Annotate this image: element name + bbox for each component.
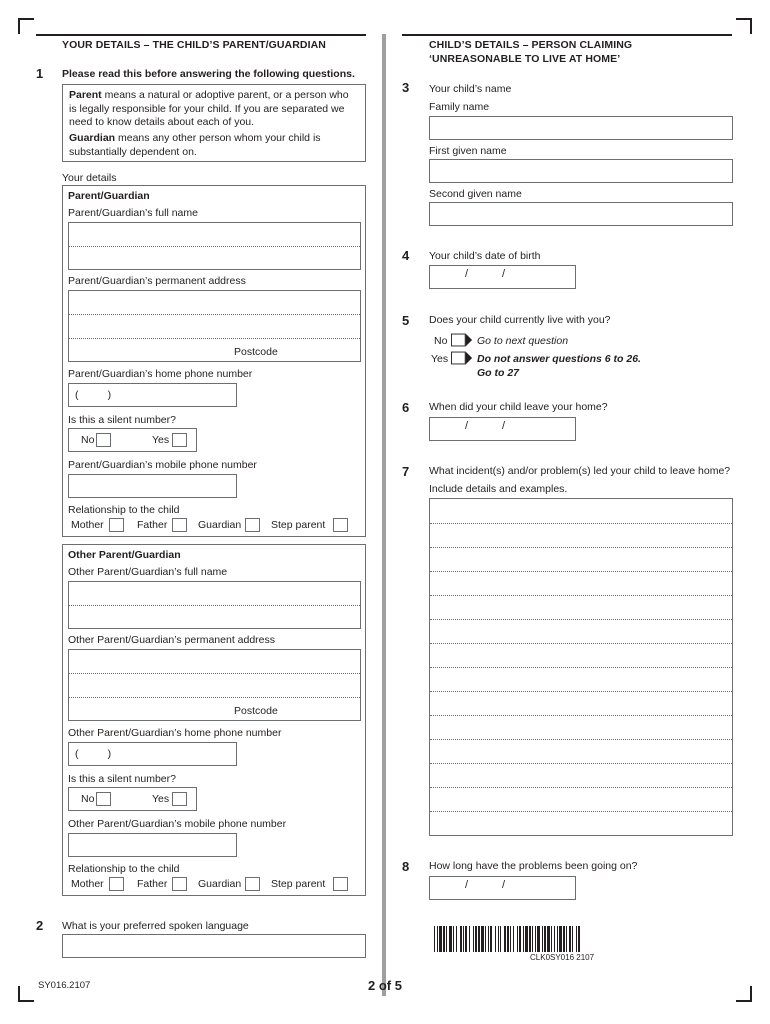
parent-silent-yes-label: Yes <box>152 434 170 446</box>
right-section-heading-line1: CHILD’S DETAILS – PERSON CLAIMING <box>429 39 633 51</box>
parent-silent-no-checkbox[interactable] <box>96 433 111 447</box>
other-parent-relationship-label: Relationship to the child <box>68 863 180 875</box>
family-name-label: Family name <box>429 101 490 113</box>
other-parent-step-parent-label: Step parent <box>271 878 326 890</box>
parent-guardian-title: Parent/Guardian <box>68 190 150 202</box>
guardian-def-1: means any other person whom your child is <box>115 132 321 144</box>
question-number-7: 7 <box>402 464 410 479</box>
right-heading-rule <box>402 34 732 36</box>
other-parent-area-code-parens: ( ) <box>75 748 112 760</box>
crop-mark-bottom-left <box>18 986 34 1002</box>
other-parent-mother-label: Mother <box>71 878 104 890</box>
left-home-slash-2: / <box>502 420 506 432</box>
parent-postcode-label: Postcode <box>234 346 278 358</box>
parent-father-checkbox[interactable] <box>172 518 187 532</box>
page-number: 2 of 5 <box>368 978 402 993</box>
first-given-name-field[interactable] <box>429 159 733 183</box>
q1-title: Please read this before answering the following questions. <box>62 68 355 80</box>
other-parent-guardian-panel <box>62 544 366 896</box>
q5-yes-instruction-2: Go to 27 <box>477 367 520 379</box>
other-parent-mobile-field[interactable] <box>68 833 237 857</box>
definitions-box <box>62 84 366 162</box>
question-number-2: 2 <box>36 918 44 933</box>
other-parent-relationship-options <box>71 877 363 893</box>
q4-label: Your child’s date of birth <box>429 250 541 262</box>
parent-guardian-checkbox[interactable] <box>245 518 260 532</box>
duration-slash-1: / <box>465 879 469 891</box>
parent-father-label: Father <box>137 519 168 531</box>
other-parent-father-label: Father <box>137 878 168 890</box>
q5-yes-label: Yes <box>431 353 449 365</box>
barcode-text: CLK0SY016 2107 <box>530 953 595 962</box>
q5-no-checkbox-arrow[interactable] <box>451 333 473 347</box>
parent-def-1: means a natural or adoptive parent, or a person who <box>101 89 349 101</box>
family-name-field[interactable] <box>429 116 733 140</box>
parent-full-name-field[interactable] <box>68 222 361 270</box>
parent-mobile-label: Parent/Guardian’s mobile phone number <box>68 459 257 471</box>
other-parent-father-checkbox[interactable] <box>172 877 187 891</box>
q2-label: What is your preferred spoken language <box>62 920 249 932</box>
other-parent-home-phone-label: Other Parent/Guardian’s home phone number <box>68 727 282 739</box>
first-given-name-label: First given name <box>429 145 507 157</box>
left-heading-rule <box>36 34 366 36</box>
other-parent-full-name-label: Other Parent/Guardian’s full name <box>68 566 228 578</box>
second-given-name-field[interactable] <box>429 202 733 226</box>
other-parent-guardian-title: Other Parent/Guardian <box>68 549 181 561</box>
question-number-6: 6 <box>402 400 410 415</box>
crop-mark-bottom-right <box>736 986 752 1002</box>
parent-silent-no-label: No <box>81 434 95 446</box>
parent-term: Parent <box>69 89 102 101</box>
your-details-label: Your details <box>62 172 117 184</box>
question-number-3: 3 <box>402 80 410 95</box>
other-parent-address-field[interactable] <box>68 649 361 721</box>
q5-no-instruction: Go to next question <box>477 335 569 347</box>
other-parent-postcode-label: Postcode <box>234 705 278 717</box>
q6-label: When did your child leave your home? <box>429 401 608 413</box>
other-parent-guardian-checkbox[interactable] <box>245 877 260 891</box>
question-number-5: 5 <box>402 313 410 328</box>
second-given-name-label: Second given name <box>429 188 522 200</box>
other-parent-silent-no-checkbox[interactable] <box>96 792 111 806</box>
right-section-heading-line2: ‘UNREASONABLE TO LIVE AT HOME’ <box>429 53 621 65</box>
parent-relationship-options <box>71 518 363 534</box>
other-parent-mother-checkbox[interactable] <box>109 877 124 891</box>
q7-label: What incident(s) and/or problem(s) led your child to leave home? <box>429 465 731 477</box>
parent-silent-yes-checkbox[interactable] <box>172 433 187 447</box>
other-parent-guardian-label: Guardian <box>198 878 242 890</box>
other-parent-silent-number-group <box>68 787 197 811</box>
parent-home-phone-label: Parent/Guardian’s home phone number <box>68 368 253 380</box>
question-number-4: 4 <box>402 248 410 263</box>
dob-slash-1: / <box>465 268 469 280</box>
other-parent-silent-no-label: No <box>81 793 95 805</box>
left-home-slash-1: / <box>465 420 469 432</box>
parent-step-parent-checkbox[interactable] <box>333 518 348 532</box>
parent-full-name-label: Parent/Guardian’s full name <box>68 207 198 219</box>
parent-relationship-label: Relationship to the child <box>68 504 180 516</box>
parent-home-phone-field[interactable] <box>68 383 237 407</box>
parent-def-2: is legally responsible for your child. If you are separated we <box>69 102 345 115</box>
parent-area-code-parens: ( ) <box>75 389 112 401</box>
left-section-heading: YOUR DETAILS – THE CHILD’S PARENT/GUARDIAN <box>62 39 326 51</box>
dob-slash-2: / <box>502 268 506 280</box>
q5-no-label: No <box>434 335 448 347</box>
date-of-birth-field[interactable] <box>429 265 576 289</box>
q5-label: Does your child currently live with you? <box>429 314 611 326</box>
date-left-home-field[interactable] <box>429 417 576 441</box>
parent-step-parent-label: Step parent <box>271 519 326 531</box>
other-parent-address-label: Other Parent/Guardian’s permanent address <box>68 634 276 646</box>
parent-mother-label: Mother <box>71 519 104 531</box>
barcode-image <box>434 926 704 952</box>
crop-mark-top-right <box>736 18 752 34</box>
q8-label: How long have the problems been going on? <box>429 860 638 872</box>
parent-mobile-field[interactable] <box>68 474 237 498</box>
q7-sublabel: Include details and examples. <box>429 483 568 495</box>
other-parent-mobile-label: Other Parent/Guardian’s mobile phone number <box>68 818 287 830</box>
q3-label: Your child’s name <box>429 83 512 95</box>
guardian-definition <box>69 132 363 159</box>
duration-slash-2: / <box>502 879 506 891</box>
parent-guardian-panel <box>62 185 366 537</box>
parent-definition <box>69 89 363 130</box>
guardian-term: Guardian <box>69 132 116 144</box>
column-divider <box>382 34 386 996</box>
guardian-def-2: substantially dependent on. <box>69 145 197 158</box>
other-parent-step-parent-checkbox[interactable] <box>333 877 348 891</box>
parent-address-label: Parent/Guardian’s permanent address <box>68 275 246 287</box>
other-parent-silent-yes-checkbox[interactable] <box>172 792 187 806</box>
question-number-8: 8 <box>402 859 410 874</box>
form-code: SY016.2107 <box>38 980 91 991</box>
spoken-language-field[interactable] <box>62 934 366 958</box>
other-parent-silent-yes-label: Yes <box>152 793 170 805</box>
crop-mark-top-left <box>18 18 34 34</box>
parent-silent-number-label: Is this a silent number? <box>68 414 176 426</box>
question-number-1: 1 <box>36 66 44 81</box>
parent-guardian-label: Guardian <box>198 519 242 531</box>
parent-silent-number-group <box>68 428 197 452</box>
parent-address-field[interactable] <box>68 290 361 362</box>
other-parent-silent-number-label: Is this a silent number? <box>68 773 176 785</box>
parent-mother-checkbox[interactable] <box>109 518 124 532</box>
parent-def-3: need to know details about each of you. <box>69 116 255 128</box>
q5-yes-checkbox-arrow[interactable] <box>451 351 473 365</box>
other-parent-home-phone-field[interactable] <box>68 742 237 766</box>
q5-yes-instruction-1: Do not answer questions 6 to 26. <box>477 353 641 365</box>
incidents-details-field[interactable] <box>429 498 733 836</box>
other-parent-full-name-field[interactable] <box>68 581 361 629</box>
problems-duration-field[interactable] <box>429 876 576 900</box>
